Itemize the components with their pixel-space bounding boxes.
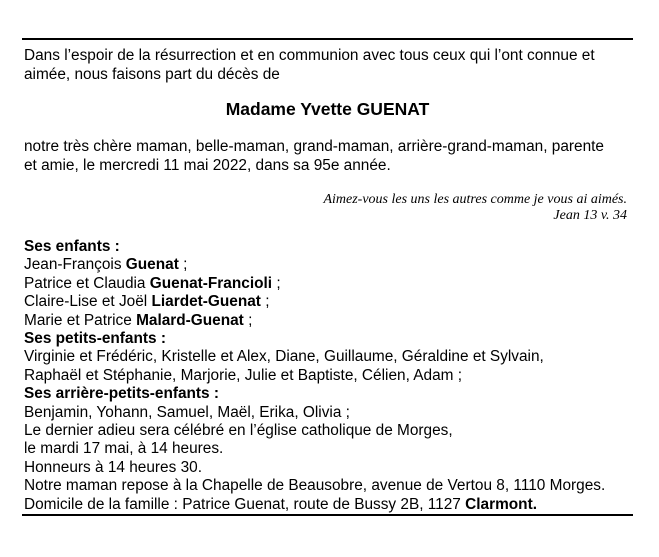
intro-paragraph (24, 46, 631, 84)
description-paragraph (24, 137, 631, 175)
child-family-name: Liardet-Guenat (151, 293, 261, 311)
entry-separator: ; (272, 274, 281, 292)
intro-line-2: aimée, nous faisons part du décès de (24, 66, 280, 83)
entry-separator: ; (243, 311, 253, 329)
family-list (24, 238, 631, 514)
child-entry (24, 293, 631, 311)
ceremony-line-4: Notre maman repose à la Chapelle de Beausobre, avenue de Vertou 8, 1110 Morges. (24, 477, 606, 495)
child-entry (24, 256, 631, 274)
child-entry (24, 312, 631, 330)
deceased-name: Madame Yvette GUENAT (225, 99, 430, 119)
child-given-names: Claire-Lise et Joël (24, 293, 152, 311)
intro-line-1: Dans l’espoir de la résurrection et en communion avec tous ceux qui l’ont connue et (24, 47, 595, 64)
description-line-1: notre très chère maman, belle-maman, grand-maman, arrière-grand-maman, parente (24, 138, 604, 155)
grandchildren-line-2: Raphaël et Stéphanie, Marjorie, Julie et Baptiste, Célien, Adam ; (24, 366, 463, 384)
ceremony-line-3: Honneurs à 14 heures 30. (24, 458, 202, 476)
child-family-name: Guenat (125, 256, 179, 274)
ceremony-line-2: le mardi 17 mai, à 14 heures. (24, 440, 224, 458)
child-entry (24, 275, 631, 293)
bible-quote (323, 192, 627, 224)
child-given-names: Patrice et Claudia (24, 274, 150, 292)
ceremony-line-1: Le dernier adieu sera célébré en l’église catholique de Morges, (24, 422, 453, 440)
child-family-name: Malard-Guenat (136, 311, 244, 329)
quote-text: Aimez-vous les uns les autres comme je vous ai aimés. (323, 192, 627, 207)
description-line-2: et amie, le mercredi 11 mai 2022, dans sa 95e année. (24, 157, 391, 174)
quote-reference: Jean 13 v. 34 (553, 208, 627, 223)
family-address-text: Domicile de la famille : Patrice Guenat, route de Bussy 2B, 1127 (24, 495, 466, 513)
family-address-town: Clarmont. (465, 495, 537, 513)
entry-separator: ; (260, 293, 270, 311)
great-grandchildren-line-1: Benjamin, Yohann, Samuel, Maël, Erika, Olivia ; (24, 403, 350, 421)
child-family-name: Guenat-Francioli (149, 274, 273, 292)
great-grandchildren-heading: Ses arrière-petits-enfants : (24, 385, 220, 403)
grandchildren-line-1: Virginie et Frédéric, Kristelle et Alex, Diane, Guillaume, Géraldine et Sylvain, (24, 348, 544, 366)
child-given-names: Jean-François (24, 256, 126, 274)
family-address (24, 496, 631, 514)
obituary-notice (22, 38, 633, 516)
children-heading: Ses enfants : (24, 238, 120, 255)
grandchildren-heading: Ses petits-enfants : (24, 330, 166, 348)
entry-separator: ; (178, 256, 188, 274)
child-given-names: Marie et Patrice (24, 311, 137, 329)
